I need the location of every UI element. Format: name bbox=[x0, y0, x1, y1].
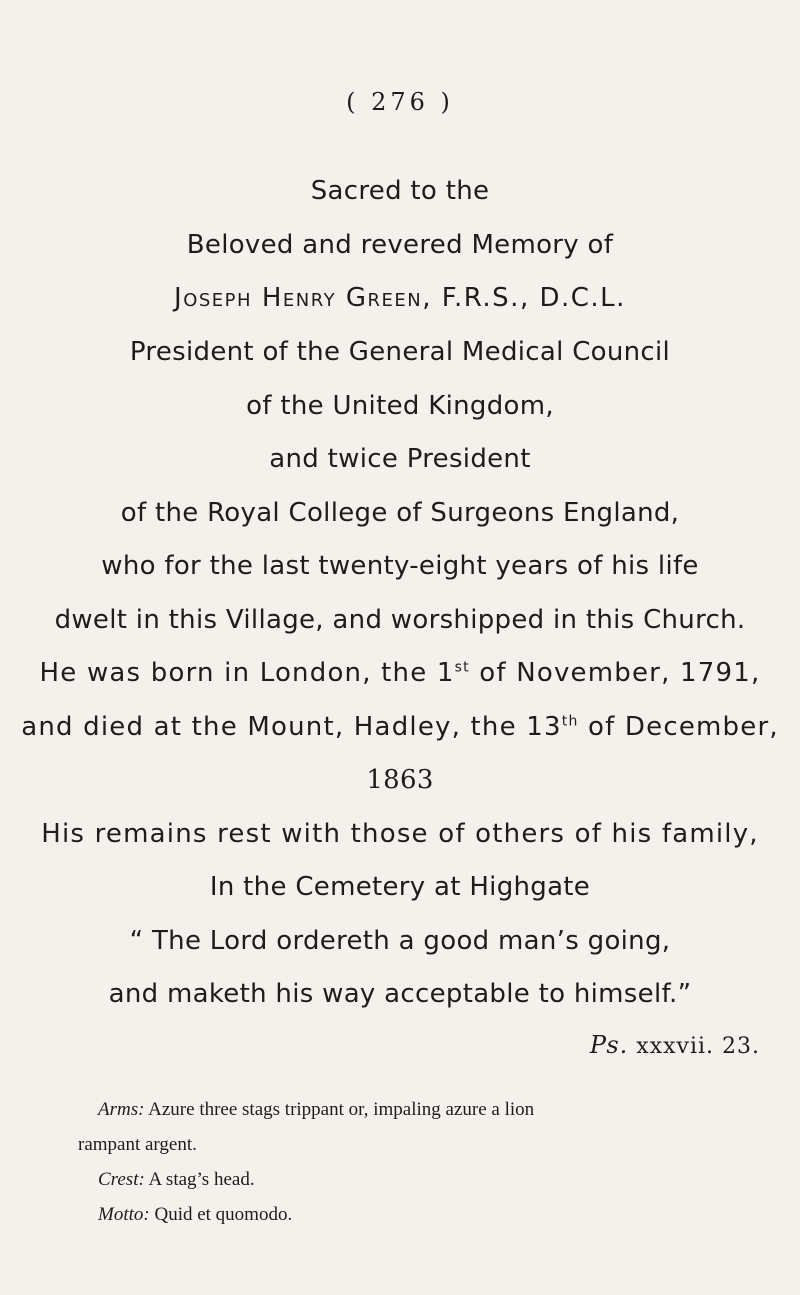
inscription-line-4: President of the General Medical Council bbox=[129, 337, 671, 367]
inscription-line-5: of the United Kingdom, bbox=[246, 391, 554, 421]
motto-note bbox=[98, 1204, 292, 1226]
inscription-line-13: His remains rest with those of others of his family, bbox=[41, 819, 759, 849]
crest-text: A stag’s head. bbox=[144, 1169, 255, 1190]
page-number: ( 276 ) bbox=[346, 88, 454, 116]
inscription-line-7: of the Royal College of Surgeons England, bbox=[120, 498, 680, 528]
inscription-line-1: Sacred to the bbox=[310, 176, 490, 206]
scripture-citation bbox=[0, 1031, 760, 1059]
arms-label: Arms: bbox=[98, 1099, 145, 1120]
motto-text: Quid et quomodo. bbox=[149, 1204, 293, 1225]
birth-text-a: He was born in London, the 1 bbox=[39, 658, 455, 688]
inscription-birth-line bbox=[0, 658, 800, 688]
inscription-line-14: In the Cemetery at Highgate bbox=[209, 872, 591, 902]
inscription-year-line: 1863 bbox=[366, 765, 434, 795]
inscription-line-9: dwelt in this Village, and worshipped in this Church. bbox=[54, 605, 746, 635]
inscription-line-8: who for the last twenty-eight years of his life bbox=[101, 551, 699, 581]
inscription-line-2: Beloved and revered Memory of bbox=[186, 230, 614, 260]
inscription-line-6: and twice President bbox=[269, 444, 531, 474]
arms-text: Azure three stags trippant or, impaling azure a lion bbox=[144, 1099, 535, 1120]
birth-text-b: of November, 1791, bbox=[469, 658, 761, 688]
citation-book: Ps. bbox=[589, 1031, 629, 1059]
death-text-a: and died at the Mount, Hadley, the 13 bbox=[21, 712, 562, 742]
inscription-quote-line-1: “ The Lord ordereth a good man’s going, bbox=[129, 926, 671, 956]
motto-label: Motto: bbox=[98, 1204, 150, 1225]
arms-note-continued: rampant argent. bbox=[78, 1134, 197, 1155]
arms-note bbox=[98, 1099, 534, 1121]
inscription-name-line: Joseph Henry Green, F.R.S., D.C.L. bbox=[174, 283, 626, 313]
inscription-quote-line-2: and maketh his way acceptable to himself.” bbox=[108, 979, 692, 1009]
crest-label: Crest: bbox=[98, 1169, 145, 1190]
inscription-death-line bbox=[0, 712, 800, 742]
birth-ordinal-suffix: st bbox=[454, 659, 470, 676]
crest-note bbox=[98, 1169, 255, 1191]
death-text-b: of December, bbox=[578, 712, 779, 742]
citation-ref: xxxvii. 23. bbox=[628, 1034, 760, 1059]
death-ordinal-suffix: th bbox=[561, 713, 579, 730]
